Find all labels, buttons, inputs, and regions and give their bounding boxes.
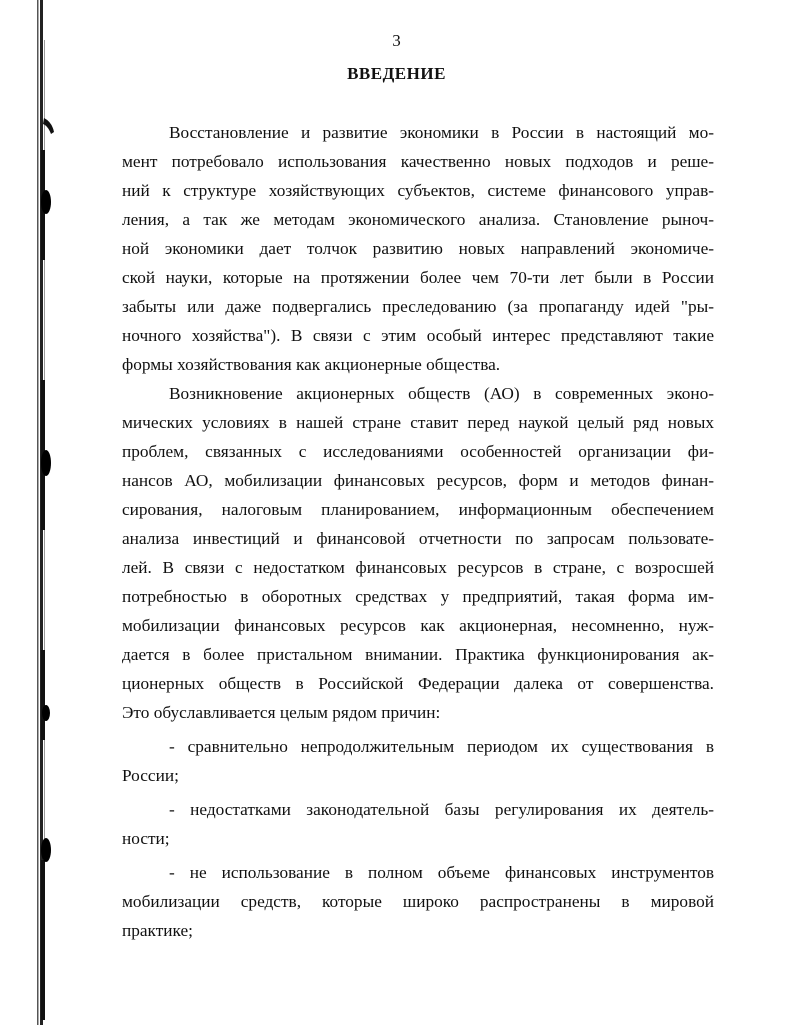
text-line: ционерных обществ в Российской Федерации далека от совершенства. xyxy=(122,674,714,693)
text-line: дается в более пристальном внимании. Практика функционирования ак- xyxy=(122,645,714,664)
text-line: мобилизации средств, которые широко распространены в мировой xyxy=(122,892,714,911)
text-line: ний к структуре хозяйствующих субъектов, системе финансового управ- xyxy=(122,181,714,200)
text-line: ной экономики дает толчок развитию новых направлений экономиче- xyxy=(122,239,714,258)
text-line: лей. В связи с недостатком финансовых ресурсов в стране, с возросшей xyxy=(122,558,714,577)
text-line: ления, а так же методам экономического анализа. Становление рыноч- xyxy=(122,210,714,229)
text-line: потребностью в оборотных средствах у предприятий, такая форма им- xyxy=(122,587,714,606)
text-line: ночного хозяйства"). В связи с этим особый интерес представляют такие xyxy=(122,326,714,345)
scan-binding-edge xyxy=(30,0,54,1025)
page-number: 3 xyxy=(392,31,401,50)
text-line: мент потребовало использования качественно новых подходов и реше- xyxy=(122,152,714,171)
paragraph-joint-stock xyxy=(122,379,714,727)
text-line: сирования, налоговым планированием, информационным обеспечением xyxy=(122,500,714,519)
text-line: мических условиях в нашей стране ставит перед наукой целый ряд новых xyxy=(122,413,714,432)
text-line: Восстановление и развитие экономики в России в настоящий мо- xyxy=(169,123,714,142)
text-line: анализа инвестиций и финансовой отчетности по запросам пользовате- xyxy=(122,529,714,548)
list-item-period xyxy=(122,732,714,790)
text-line: ской науки, которые на протяжении более чем 70-ти лет были в России xyxy=(122,268,714,287)
text-line: нансов АО, мобилизации финансовых ресурсов, форм и методов финан- xyxy=(122,471,714,490)
text-line: - недостатками законодательной базы регулирования их деятель- xyxy=(169,800,714,819)
text-line: ности; xyxy=(122,829,170,848)
list-item-instruments xyxy=(122,858,714,945)
paragraph-intro xyxy=(122,118,714,379)
text-line: Это обуславливается целым рядом причин: xyxy=(122,703,441,722)
text-line: России; xyxy=(122,766,179,785)
text-line: Возникновение акционерных обществ (АО) в современных эконо- xyxy=(169,384,714,403)
text-line: забыты или даже подвергались преследованию (за пропаганду идей "ры- xyxy=(122,297,714,316)
text-line: мобилизации финансовых ресурсов как акционерная, несомненно, нуж- xyxy=(122,616,714,635)
text-line: - не использование в полном объеме финансовых инструментов xyxy=(169,863,714,882)
body-text xyxy=(122,118,714,945)
text-line: формы хозяйствования как акционерные общества. xyxy=(122,355,501,374)
section-heading: ВВЕДЕНИЕ xyxy=(347,64,446,83)
text-line: проблем, связанных с исследованиями особенностей организации фи- xyxy=(122,442,714,461)
text-line: практике; xyxy=(122,921,193,940)
text-line: - сравнительно непродолжительным периодом их существования в xyxy=(169,737,714,756)
list-item-legislation xyxy=(122,795,714,853)
